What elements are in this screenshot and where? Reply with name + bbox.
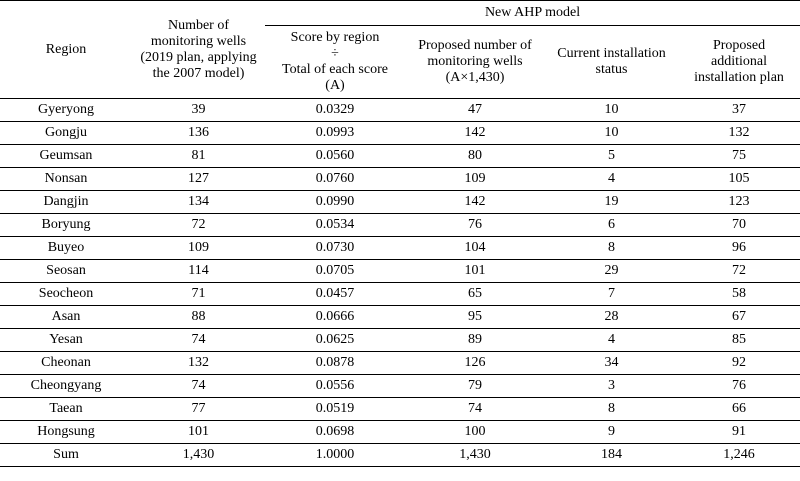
- cell-score: 0.0878: [265, 352, 405, 375]
- table-row: [0, 191, 800, 214]
- cell-current: 34: [545, 352, 678, 375]
- table-row: [0, 398, 800, 421]
- table-row: [0, 329, 800, 352]
- cell-score: 0.0560: [265, 145, 405, 168]
- cell-wells-2019: 109: [132, 237, 265, 260]
- cell-additional: 70: [678, 214, 800, 237]
- table-row: [0, 260, 800, 283]
- cell-current: 28: [545, 306, 678, 329]
- cell-wells-2019: 101: [132, 421, 265, 444]
- cell-wells-2019: 77: [132, 398, 265, 421]
- cell-additional: 1,246: [678, 444, 800, 467]
- table-row: [0, 421, 800, 444]
- table-row: [0, 375, 800, 398]
- cell-wells-2019: 72: [132, 214, 265, 237]
- cell-wells-2019: 136: [132, 122, 265, 145]
- cell-region: Cheongyang: [0, 375, 132, 398]
- cell-proposed: 142: [405, 122, 545, 145]
- cell-wells-2019: 71: [132, 283, 265, 306]
- cell-wells-2019: 74: [132, 329, 265, 352]
- cell-score: 0.0730: [265, 237, 405, 260]
- cell-proposed: 101: [405, 260, 545, 283]
- table-row: [0, 214, 800, 237]
- cell-additional: 75: [678, 145, 800, 168]
- cell-additional: 92: [678, 352, 800, 375]
- table-row: [0, 237, 800, 260]
- cell-current: 6: [545, 214, 678, 237]
- cell-proposed: 126: [405, 352, 545, 375]
- cell-region: Boryung: [0, 214, 132, 237]
- cell-current: 29: [545, 260, 678, 283]
- cell-proposed: 95: [405, 306, 545, 329]
- table-row: [0, 145, 800, 168]
- sum-row: [0, 444, 800, 467]
- cell-region: Nonsan: [0, 168, 132, 191]
- cell-proposed: 79: [405, 375, 545, 398]
- cell-additional: 58: [678, 283, 800, 306]
- cell-score: 0.0760: [265, 168, 405, 191]
- cell-proposed: 100: [405, 421, 545, 444]
- cell-proposed: 142: [405, 191, 545, 214]
- cell-additional: 105: [678, 168, 800, 191]
- table-row: [0, 99, 800, 122]
- cell-region: Yesan: [0, 329, 132, 352]
- cell-current: 3: [545, 375, 678, 398]
- cell-wells-2019: 88: [132, 306, 265, 329]
- table-row: [0, 352, 800, 375]
- cell-region: Seosan: [0, 260, 132, 283]
- cell-current: 8: [545, 237, 678, 260]
- header-new-ahp-model: New AHP model: [265, 1, 800, 26]
- cell-current: 5: [545, 145, 678, 168]
- cell-region: Gyeryong: [0, 99, 132, 122]
- cell-proposed: 65: [405, 283, 545, 306]
- cell-current: 4: [545, 329, 678, 352]
- cell-additional: 37: [678, 99, 800, 122]
- cell-current: 10: [545, 122, 678, 145]
- cell-wells-2019: 81: [132, 145, 265, 168]
- table-row: [0, 306, 800, 329]
- cell-proposed: 104: [405, 237, 545, 260]
- cell-wells-2019: 127: [132, 168, 265, 191]
- cell-score: 0.0698: [265, 421, 405, 444]
- header-score-line3: Total of each score: [282, 62, 388, 77]
- cell-additional: 85: [678, 329, 800, 352]
- cell-current: 4: [545, 168, 678, 191]
- cell-region: Asan: [0, 306, 132, 329]
- cell-current: 8: [545, 398, 678, 421]
- cell-current: 9: [545, 421, 678, 444]
- cell-current: 7: [545, 283, 678, 306]
- header-score: [265, 26, 405, 99]
- cell-score: 0.0534: [265, 214, 405, 237]
- cell-region: Geumsan: [0, 145, 132, 168]
- cell-additional: 123: [678, 191, 800, 214]
- cell-region: Dangjin: [0, 191, 132, 214]
- cell-score: 0.0990: [265, 191, 405, 214]
- cell-score: 0.0519: [265, 398, 405, 421]
- cell-wells-2019: 1,430: [132, 444, 265, 467]
- cell-region: Hongsung: [0, 421, 132, 444]
- table-row: [0, 122, 800, 145]
- table-row: [0, 283, 800, 306]
- cell-wells-2019: 132: [132, 352, 265, 375]
- cell-additional: 66: [678, 398, 800, 421]
- cell-proposed: 89: [405, 329, 545, 352]
- cell-proposed: 47: [405, 99, 545, 122]
- cell-additional: 132: [678, 122, 800, 145]
- cell-current: 10: [545, 99, 678, 122]
- cell-region: Seocheon: [0, 283, 132, 306]
- cell-score: 0.0666: [265, 306, 405, 329]
- cell-proposed: 74: [405, 398, 545, 421]
- cell-score: 0.0625: [265, 329, 405, 352]
- cell-score: 0.0993: [265, 122, 405, 145]
- cell-proposed: 1,430: [405, 444, 545, 467]
- header-score-line2: ÷: [331, 46, 339, 61]
- header-score-line1: Score by region: [290, 30, 380, 45]
- header-score-line4: (A): [325, 78, 345, 93]
- header-region: Region: [0, 1, 132, 99]
- cell-current: 184: [545, 444, 678, 467]
- cell-additional: 91: [678, 421, 800, 444]
- cell-region: Sum: [0, 444, 132, 467]
- table-row: [0, 168, 800, 191]
- cell-proposed: 80: [405, 145, 545, 168]
- cell-region: Gongju: [0, 122, 132, 145]
- header-proposed: Proposed number of monitoring wells (A×1,430): [405, 26, 545, 99]
- cell-additional: 67: [678, 306, 800, 329]
- cell-additional: 76: [678, 375, 800, 398]
- cell-current: 19: [545, 191, 678, 214]
- cell-additional: 96: [678, 237, 800, 260]
- table-body: [0, 99, 800, 467]
- header-additional: Proposed additional installation plan: [678, 26, 800, 99]
- cell-region: Cheonan: [0, 352, 132, 375]
- cell-score: 1.0000: [265, 444, 405, 467]
- header-current: Current installation status: [545, 26, 678, 99]
- header-wells-2019: Number of monitoring wells (2019 plan, applying the 2007 model): [132, 1, 265, 99]
- cell-wells-2019: 114: [132, 260, 265, 283]
- cell-score: 0.0705: [265, 260, 405, 283]
- cell-proposed: 76: [405, 214, 545, 237]
- cell-region: Taean: [0, 398, 132, 421]
- cell-score: 0.0556: [265, 375, 405, 398]
- cell-wells-2019: 74: [132, 375, 265, 398]
- cell-proposed: 109: [405, 168, 545, 191]
- cell-score: 0.0457: [265, 283, 405, 306]
- cell-region: Buyeo: [0, 237, 132, 260]
- cell-wells-2019: 39: [132, 99, 265, 122]
- cell-score: 0.0329: [265, 99, 405, 122]
- cell-additional: 72: [678, 260, 800, 283]
- cell-wells-2019: 134: [132, 191, 265, 214]
